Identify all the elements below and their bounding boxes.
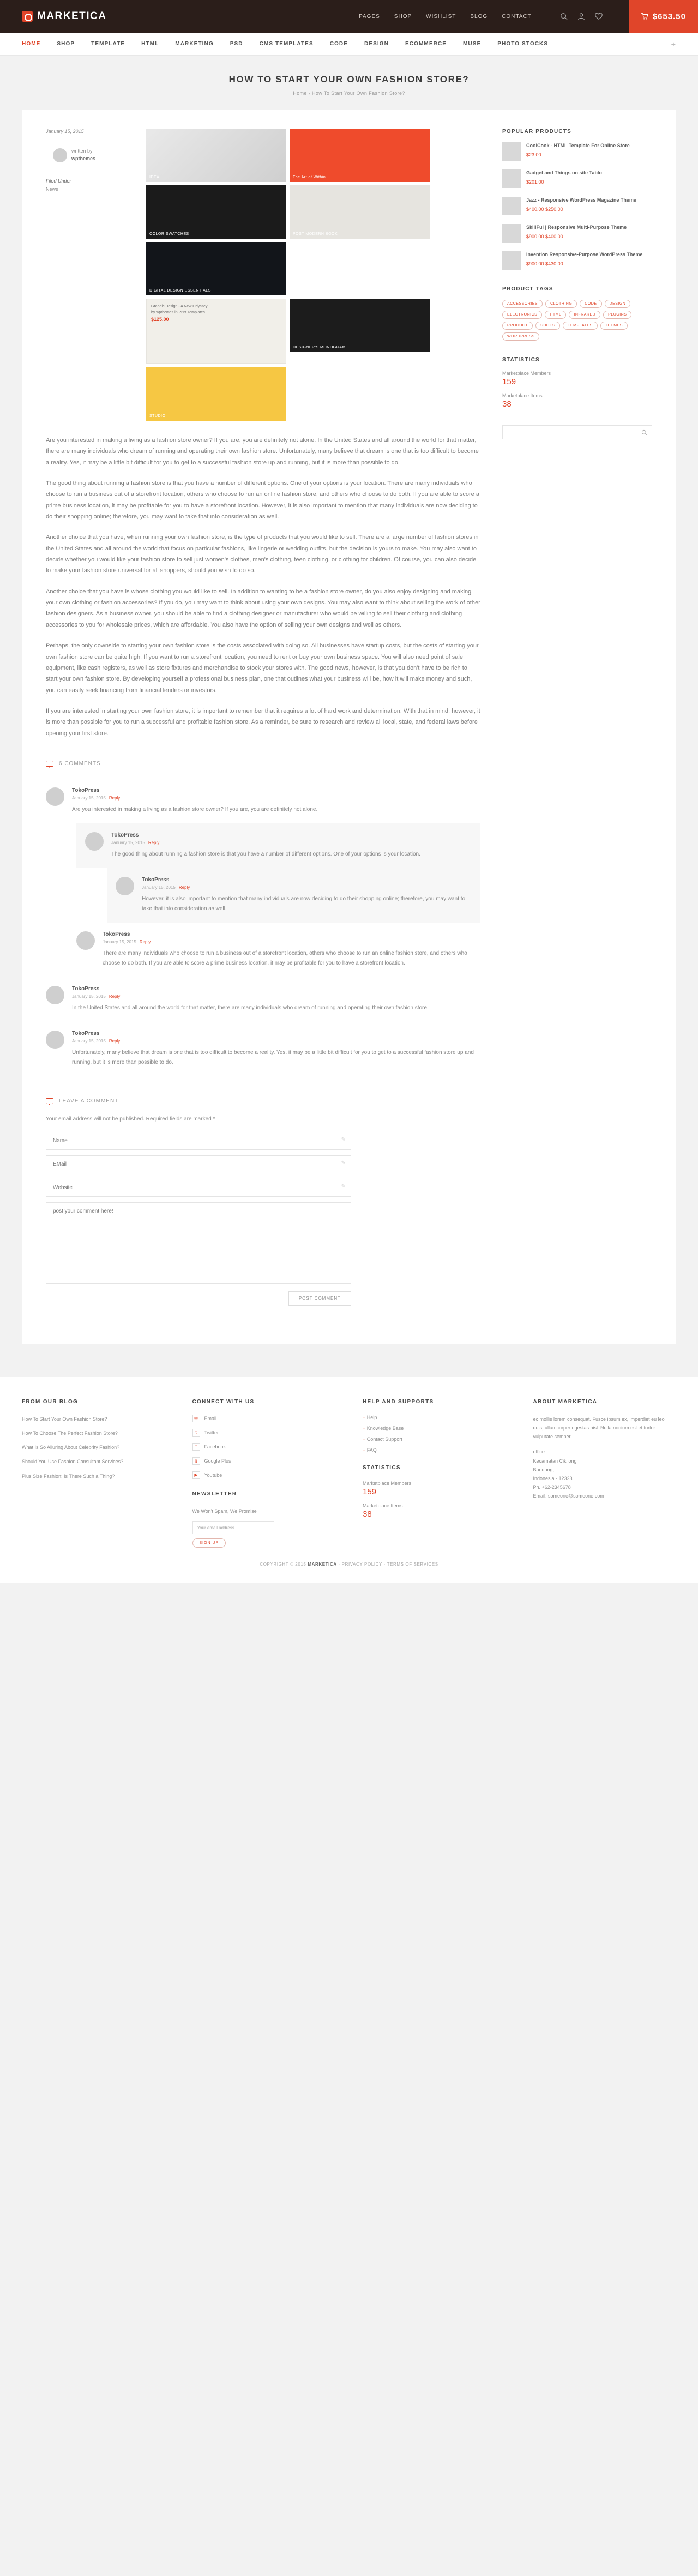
sidebar — [502, 129, 652, 1306]
search-icon[interactable] — [641, 429, 647, 435]
form-note: Your email address will not be published. Required fields are marked * — [46, 1116, 215, 1122]
stat-label: Marketplace Items — [502, 393, 543, 398]
comment-date: January 15, 2015 — [72, 1038, 106, 1044]
product-item[interactable] — [502, 224, 652, 243]
comment-date: January 15, 2015 — [72, 795, 106, 801]
comment-author: TokoPress — [103, 931, 130, 937]
statistics-heading: STATISTICS — [502, 357, 540, 363]
social-label: Youtube — [204, 1472, 222, 1478]
social-link-youtube[interactable] — [192, 1471, 336, 1479]
footer-blog-link[interactable]: Plus Size Fashion: Is There Such a Thing? — [22, 1473, 115, 1479]
social-label: Email — [204, 1415, 217, 1421]
message-textarea[interactable] — [46, 1202, 351, 1284]
top-nav-pages[interactable]: PAGES — [359, 13, 380, 20]
popular-products-block — [502, 129, 652, 270]
footer-stat-label: Marketplace Items — [363, 1502, 403, 1508]
help-link-faq[interactable]: + FAQ — [363, 1447, 506, 1453]
cart-button[interactable] — [629, 0, 698, 33]
footer — [0, 1377, 698, 1583]
comments-count: 6 COMMENTS — [59, 760, 101, 767]
avatar — [53, 148, 67, 162]
tag-chip[interactable]: PLUGINS — [603, 311, 631, 319]
twitter-icon: t — [192, 1429, 200, 1437]
comment-reply-link[interactable]: Reply — [109, 795, 121, 801]
newsletter-note: We Won't Spam, We Promise — [192, 1508, 257, 1514]
nav-item-home[interactable]: HOME — [22, 41, 41, 47]
user-icon[interactable] — [577, 13, 585, 20]
stat-value: 159 — [502, 377, 516, 386]
thumb-caption: POST MODERN BOOK — [293, 232, 338, 236]
office-line: Bandung, — [533, 1466, 555, 1472]
comments-heading — [46, 761, 480, 767]
comment-bubble-icon — [46, 761, 53, 767]
comment-reply-link[interactable]: Reply — [109, 993, 121, 999]
post-body — [46, 435, 480, 739]
footer-about-column — [533, 1399, 677, 1548]
product-name: SkillFul | Responsive Multi-Purpose Theme — [526, 225, 627, 230]
footer-connect-heading: CONNECT WITH US — [192, 1398, 255, 1405]
comment-item — [46, 977, 480, 1022]
cart-icon — [641, 13, 648, 20]
tag-chip[interactable]: SHOES — [535, 322, 560, 330]
product-card-title: Graphic Design - A New Odyssey — [151, 305, 208, 308]
nav-item-photo-stocks[interactable]: PHOTO STOCKS — [497, 41, 549, 47]
brand-name: MARKETICA — [37, 10, 107, 22]
avatar — [46, 986, 64, 1004]
post-meta — [46, 129, 133, 421]
post-paragraph: The good thing about running a fashion store is that you have a number of different options. One of your options is your location. There are many individuals who choose to run a business out of a storefront location, others who choose to run an online fashion store, and others who choose to do both. If you are able to score a prime business location, it may be profitable for you to have a storefront location. However, it is also important to mention that many individuals are now deciding to do their shopping online; therefore, you may want to take that into consideration as well. — [46, 480, 479, 520]
comment-text: In the United States and all around the world for that matter, there are many individuals who dream of running and operating their own fashion store. — [72, 1004, 429, 1011]
tag-chip[interactable]: CODE — [580, 300, 601, 308]
office-label: office: — [533, 1449, 546, 1455]
tag-chip[interactable]: DESIGN — [605, 300, 631, 308]
office-line: Indonesia - 12323 — [533, 1476, 573, 1482]
gallery-thumb[interactable] — [290, 185, 430, 239]
search-icon[interactable] — [560, 13, 568, 20]
cart-total: $653.50 — [652, 11, 686, 21]
nav-item-marketing[interactable]: MARKETING — [175, 41, 214, 47]
product-thumb — [502, 224, 521, 243]
product-name: Invention Responsive-Purpose WordPress Theme — [526, 252, 643, 257]
office-line: Email: someone@someone.com — [533, 1493, 604, 1499]
thumb-caption: DESIGNER'S MONOGRAM — [293, 346, 346, 349]
statistics-block — [502, 357, 652, 409]
top-nav-shop[interactable]: SHOP — [394, 13, 412, 20]
footer-help-heading: HELP AND SUPPORTS — [363, 1398, 434, 1405]
comment-text: The good thing about running a fashion store is that you have a number of different options. One of your options is your location. — [111, 851, 420, 857]
author-prefix: written by — [71, 148, 93, 154]
comment-reply-link[interactable]: Reply — [148, 840, 160, 845]
product-card-meta: by wpthemes in Print Templates — [151, 311, 205, 315]
thumb-caption: The Art of Within — [293, 175, 326, 179]
copyright-suffix: · PRIVACY POLICY · TERMS OF SERVICES — [336, 1562, 438, 1567]
gallery-thumb[interactable] — [146, 367, 286, 421]
top-nav-contact[interactable]: CONTACT — [502, 13, 532, 20]
help-link-knowledge-base[interactable]: + Knowledge Base — [363, 1426, 506, 1431]
post-header — [46, 129, 480, 421]
comment-item — [76, 923, 480, 977]
top-bar — [0, 0, 698, 33]
website-field-wrap — [46, 1179, 351, 1197]
page-title: HOW TO START YOUR OWN FASHION STORE? — [228, 74, 470, 84]
post-paragraph: Another choice that you have is whose clothing you would like to sell. In addition to wanting to be a fashion store owner, do you also enjoy designing and making your own clothing or fashion accessories? If you do, you may want to think about using your own designs. You may also want to think about selling the work of other fashion designers. As a business owner, you should be able to find a clothing designer or manufacturer who would be willing to sell their clothing and clothing accessories to you for wholesale prices, which are affordable. You also have the option of selling your own designs and well as others. — [46, 588, 480, 628]
thumb-caption: STUDIO — [149, 414, 166, 418]
avatar — [85, 832, 104, 851]
product-tags-block — [502, 286, 652, 341]
avatar — [116, 877, 134, 895]
product-thumb — [502, 142, 521, 161]
comment-bubble-icon — [46, 1098, 53, 1104]
newsletter-input[interactable]: Your email address — [192, 1521, 274, 1534]
product-tags-heading: PRODUCT TAGS — [502, 286, 553, 292]
nav-item-html[interactable]: HTML — [141, 41, 159, 47]
comment-text: Are you interested in making a living as a fashion store owner? If you are, you are definitely not alone. — [72, 806, 318, 813]
post-author-box — [46, 141, 133, 169]
post-gallery — [146, 129, 430, 421]
comment-item — [46, 779, 480, 823]
footer-blog-column — [22, 1399, 165, 1548]
product-card-price: $125.00 — [151, 317, 169, 323]
comment-author: TokoPress — [72, 787, 100, 793]
social-label: Facebook — [204, 1444, 226, 1450]
social-link-google-plus[interactable] — [192, 1457, 336, 1465]
mail-icon: ✉ — [192, 1415, 200, 1422]
gallery-thumb[interactable] — [146, 129, 286, 182]
post-comment-button[interactable]: POST COMMENT — [288, 1291, 351, 1306]
newsletter-heading: NEWSLETTER — [192, 1490, 237, 1497]
logo-mark-icon — [22, 11, 33, 22]
top-icons — [560, 13, 603, 20]
comment-date: January 15, 2015 — [103, 939, 136, 944]
product-item[interactable] — [502, 251, 652, 270]
youtube-icon: ▶ — [192, 1471, 200, 1479]
social-link-facebook[interactable] — [192, 1443, 336, 1451]
page-header — [0, 56, 698, 110]
comment-item — [107, 868, 480, 923]
tag-chip[interactable]: PRODUCT — [502, 322, 533, 330]
top-nav — [359, 0, 686, 33]
footer-stat-label: Marketplace Members — [363, 1480, 412, 1486]
content-shell — [22, 110, 676, 1344]
website-input[interactable] — [46, 1179, 351, 1197]
gallery-thumb[interactable] — [146, 185, 286, 239]
pencil-icon: ✎ — [341, 1136, 346, 1143]
tag-chip[interactable]: THEMES — [600, 322, 628, 330]
name-field-wrap — [46, 1132, 351, 1150]
product-price: $400.00 $250.00 — [526, 206, 563, 212]
nav-item-code[interactable]: CODE — [329, 41, 348, 47]
footer-stat-value: 159 — [363, 1487, 377, 1496]
avatar — [46, 1031, 64, 1049]
product-item[interactable] — [502, 169, 652, 188]
footer-about-heading: ABOUT MARKETICA — [533, 1398, 598, 1405]
nav-more-icon[interactable]: + — [671, 39, 676, 49]
avatar — [76, 931, 95, 950]
search-input[interactable] — [507, 429, 641, 435]
nav-item-shop[interactable]: SHOP — [57, 41, 75, 47]
comment-item — [46, 1022, 480, 1076]
email-input[interactable] — [46, 1155, 351, 1173]
tag-chip[interactable]: WORDPRESS — [502, 332, 539, 341]
comment-text: Unfortunately, many believe that dream is one that is too difficult to become a reality. Yes, it may be a little bit difficult for you to get to a successful fashion store up and running, but it is more than possible to do. — [72, 1049, 474, 1065]
filed-under-label: Filed Under — [46, 178, 71, 184]
comment-author: TokoPress — [111, 832, 139, 838]
product-card[interactable] — [146, 299, 286, 364]
social-link-twitter[interactable] — [192, 1429, 336, 1437]
thumb-caption: DIGITAL DESIGN ESSENTIALS — [149, 289, 211, 293]
help-link-help[interactable]: + Help — [363, 1415, 506, 1420]
copyright — [22, 1548, 676, 1567]
nav-item-muse[interactable]: MUSE — [463, 41, 482, 47]
top-nav-wishlist[interactable]: WISHLIST — [426, 13, 456, 20]
product-price: $900.00 $400.00 — [526, 233, 563, 239]
product-name: Jazz - Responsive WordPress Magazine Theme — [526, 197, 636, 203]
thumb-caption: COLOR SWATCHES — [149, 232, 189, 236]
tag-chip[interactable]: HTML — [545, 311, 566, 319]
filed-under-value[interactable]: News — [46, 186, 58, 192]
footer-blog-heading: FROM OUR BLOG — [22, 1398, 79, 1405]
nav-item-cms-templates[interactable]: CMS TEMPLATES — [259, 41, 314, 47]
stat-label: Marketplace Members — [502, 371, 551, 376]
author-name[interactable]: wpthemes — [71, 155, 96, 161]
message-field-wrap — [46, 1202, 351, 1286]
gallery-thumb[interactable] — [290, 299, 430, 352]
gallery-thumb[interactable] — [290, 129, 430, 182]
tag-chip[interactable]: ACCESSORIES — [502, 300, 543, 308]
social-link-email[interactable] — [192, 1415, 336, 1422]
comment-date: January 15, 2015 — [72, 993, 106, 999]
gallery-thumb[interactable] — [146, 242, 286, 295]
google-plus-icon: g — [192, 1457, 200, 1465]
help-link-contact-support[interactable]: + Contact Support — [363, 1437, 506, 1442]
popular-products-heading: POPULAR PRODUCTS — [502, 129, 572, 135]
comment-author: TokoPress — [142, 876, 170, 883]
footer-blog-link[interactable]: What Is So Alluring About Celebrity Fashion? — [22, 1445, 120, 1451]
nav-item-template[interactable]: TEMPLATE — [91, 41, 125, 47]
comment-reply-link[interactable]: Reply — [139, 939, 151, 944]
comment-author: TokoPress — [72, 1030, 100, 1037]
facebook-icon: f — [192, 1443, 200, 1451]
product-thumb — [502, 169, 521, 188]
post-paragraph: Perhaps, the only downside to starting your own fashion store is the costs associated with doing so. All businesses have startup costs, but the costs of starting your own fashion store can be quite high. If you want to run a storefront location, you need to rent or buy your own business space. You will also need point of sale equipment, like cash registers, as well as store fixtures and merchandise to stock your stores with. The good news, however, is that you don't have to be rich to start your own fashion store. By developing yourself a professional business plan, one that outlines what your business will be, how it will make money and such, you can easily seek financing from financial lenders or investors. — [46, 643, 479, 694]
newsletter-signup-button[interactable]: SIGN UP — [192, 1538, 226, 1548]
comment-text: There are many individuals who choose to run a business out of a storefront location, others who choose to run an online fashion store, and others who choose to do both. If you are able to score a prime business location, it may be profitable for you to have a storefront location. — [103, 950, 467, 966]
top-nav-blog[interactable]: BLOG — [470, 13, 488, 20]
footer-blog-link[interactable]: Should You Use Fashion Consultant Services? — [22, 1459, 124, 1465]
leave-comment-label: LEAVE A COMMENT — [59, 1098, 119, 1104]
nav-item-ecommerce[interactable]: ECOMMERCE — [405, 41, 447, 47]
footer-connect-column — [192, 1399, 336, 1548]
comment-date: January 15, 2015 — [111, 840, 145, 845]
tag-chip[interactable]: TEMPLATES — [563, 322, 598, 330]
copyright-prefix: COPYRIGHT © 2015 — [260, 1562, 308, 1567]
footer-blog-link[interactable]: How To Choose The Perfect Fashion Store? — [22, 1431, 118, 1437]
brand-logo[interactable] — [22, 10, 107, 22]
social-label: Twitter — [204, 1429, 219, 1435]
main-column — [46, 129, 480, 1306]
name-input[interactable] — [46, 1132, 351, 1150]
comment-item — [76, 823, 480, 868]
comment-reply-link[interactable]: Reply — [109, 1038, 121, 1044]
footer-blog-link[interactable]: How To Start Your Own Fashion Store? — [22, 1416, 107, 1422]
tag-chip[interactable]: INFRARED — [569, 311, 600, 319]
leave-comment-heading — [46, 1098, 480, 1104]
product-thumb — [502, 197, 521, 215]
nav-item-design[interactable]: DESIGN — [364, 41, 389, 47]
main-nav — [0, 33, 698, 56]
breadcrumb: Home › How To Start Your Own Fashion Store? — [293, 90, 405, 96]
footer-statistics-heading: STATISTICS — [363, 1464, 401, 1471]
nav-item-psd[interactable]: PSD — [230, 41, 243, 47]
about-text: ec mollis lorem consequat. Fusce ipsum ex, imperdiet eu leo quis, ullamcorper egestas nisl. Nulla nonium est et tortor vulputate semper. — [533, 1416, 665, 1440]
comment-date: January 15, 2015 — [142, 884, 176, 890]
product-item[interactable] — [502, 197, 652, 215]
post-paragraph: Are you interested in making a living as a fashion store owner? If you are, you are definitely not alone. In the United States and all around the world for that matter, there are many individuals who dream of running and operating their own fashion store. Unfortunately, many believe that dream is one that is too difficult to become a reality. Yes, it may be a little bit difficult for you to get to a successful fashion store up and running, but it is more than possible to do. — [46, 437, 479, 466]
filed-under — [46, 177, 133, 194]
footer-help-column — [363, 1399, 506, 1548]
pencil-icon: ✎ — [341, 1160, 346, 1166]
product-item[interactable] — [502, 142, 652, 161]
stat-value: 38 — [502, 399, 512, 409]
post-date: January 15, 2015 — [46, 129, 84, 134]
avatar — [46, 787, 64, 806]
thumb-caption: IDEA — [149, 175, 160, 179]
office-line: Kecamatan Cikilong — [533, 1458, 577, 1464]
office-line: Ph. +62-2345678 — [533, 1484, 571, 1490]
pencil-icon: ✎ — [341, 1183, 346, 1190]
tag-chip[interactable]: CLOTHING — [545, 300, 577, 308]
newsletter-block — [192, 1491, 336, 1548]
copyright-brand: MARKETICA — [308, 1562, 337, 1567]
sidebar-search[interactable] — [502, 425, 652, 439]
post-paragraph: If you are interested in starting your own fashion store, it is important to remember that it requires a lot of hard work and determination. With that in mind, however, it is more than possible for you to run a successful and profitable fashion store. As a reminder, be sure to research and review all local, state, and federal laws before opening your first store. — [46, 707, 480, 737]
tag-chip[interactable]: ELECTRONICS — [502, 311, 542, 319]
product-name: CoolCook - HTML Template For Online Store — [526, 143, 630, 148]
social-label: Google Plus — [204, 1458, 231, 1464]
product-name: Gadget and Things on site Tablo — [526, 170, 602, 175]
product-price: $900.00 $430.00 — [526, 260, 563, 266]
post-paragraph: Another choice that you have, when running your own fashion store, is the type of products that you would like to sell. There are a large number of fashion stores in the United States and all around the world that focus on particular fashions, like lingerie or wedding outfits, but the decision is yours to make. You may also want to decide whether you would like your fashion store to sell just women's clothes, men's clothing, teen clothing, or clothing for children. Of course, you can also decide to make your fashion store universal for all shoppers, should you wish to do so. — [46, 534, 479, 574]
comment-author: TokoPress — [72, 985, 100, 992]
comment-text: However, it is also important to mention that many individuals are now deciding to do their shopping online; therefore, you may want to take that into consideration as well. — [142, 895, 466, 912]
comment-reply-link[interactable]: Reply — [178, 884, 190, 890]
product-price: $201.00 — [526, 179, 544, 185]
product-thumb — [502, 251, 521, 270]
heart-icon[interactable] — [595, 13, 603, 20]
footer-stat-value: 38 — [363, 1509, 372, 1519]
email-field-wrap — [46, 1155, 351, 1173]
product-price: $23.00 — [526, 151, 541, 157]
